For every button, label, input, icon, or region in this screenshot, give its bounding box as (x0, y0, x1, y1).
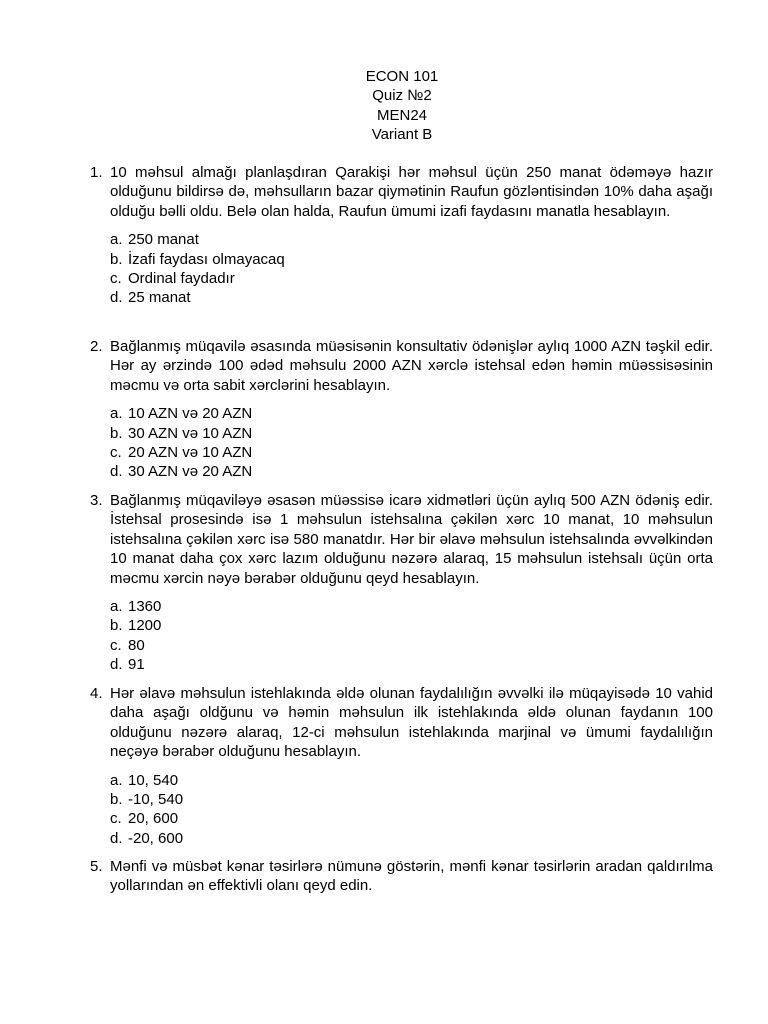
option-text: 91 (128, 656, 145, 674)
question-number: 1. (90, 164, 103, 181)
question-text: Mənfi və müsbət kənar təsirlərə nümunə göstərin, mənfi kənar təsirlərin aradan qaldırılma yollarından ən effektivli olanı qeyd edin. (110, 858, 713, 895)
question-2 (90, 337, 713, 482)
answer-options (110, 230, 713, 308)
option-text: -20, 600 (128, 829, 184, 847)
option-b (110, 250, 713, 269)
option-text: İzafi faydası olmayacaq (128, 250, 285, 268)
option-a (110, 404, 713, 423)
option-letter: d. (110, 656, 123, 674)
quiz-number: Quiz №2 (372, 87, 432, 105)
answer-options (110, 771, 713, 849)
question-number: 3. (90, 492, 103, 509)
option-c (110, 269, 713, 288)
question-text: 10 məhsul almağı planlaşdıran Qarakişi hər məhsul üçün 250 manat ödəməyə hazır olduğunu bildirsə də, məhsulların bazar qiymətinin Raufun gözləntisindən 10% daha aşağı olduğu bəlli oldu. Belə olan halda, Raufun ümumi izafi faydasını manatla hesablayın. (110, 164, 713, 220)
question-5 (90, 857, 713, 896)
option-letter: b. (110, 791, 123, 809)
option-letter: c. (110, 444, 122, 462)
question-text: Bağlanmış müqaviləyə əsasən müəssisə icarə xidmətləri üçün aylıq 500 AZN ödəniş edir. İstehsal prosesində isə 1 məhsulun istehsalına çəkilən xərc 10 manat, 10 məhsulun istehsalına çəkilən xərc isə 580 manatdır. Hər bir əlavə məhsulun istehsalında əvvəlkindən 10 manat daha çox xərc lazım olduğunu nəzərə alaraq, 15 məhsulun istehsalı üçün orta məcmu xərcin nəyə bərabər olduğunu qeyd hesablayın. (110, 492, 713, 587)
question-number: 4. (90, 685, 103, 702)
option-text: 20 AZN və 10 AZN (128, 444, 253, 462)
option-text: 10 AZN və 20 AZN (128, 405, 253, 423)
option-letter: c. (110, 810, 122, 828)
option-c (110, 636, 713, 655)
option-text: 10, 540 (128, 771, 179, 789)
option-text: 80 (128, 636, 145, 654)
option-letter: a. (110, 598, 123, 616)
option-letter: a. (110, 405, 123, 423)
option-c (110, 443, 713, 462)
answer-options (110, 597, 713, 675)
answer-options (110, 404, 713, 482)
question-4 (90, 684, 713, 848)
question-text: Bağlanmış müqavilə əsasında müəsisənin konsultativ ödənişlər aylıq 1000 AZN təşkil edir. Hər ay ərzində 100 ədəd məhsulu 2000 AZN xərclə istehsal edən həmin müəssisəsinin məcmu və orta sabit xərclərini hesablayın. (110, 338, 713, 394)
option-d (110, 829, 713, 848)
option-letter: d. (110, 289, 123, 307)
option-d (110, 462, 713, 481)
option-text: 250 manat (128, 231, 199, 249)
group-code: MEN24 (376, 106, 428, 124)
option-d (110, 288, 713, 307)
variant-label: Variant B (371, 126, 433, 144)
question-number: 2. (90, 338, 103, 355)
option-letter: b. (110, 424, 123, 442)
option-text: 25 manat (128, 289, 191, 307)
option-a (110, 597, 713, 616)
option-text: 30 AZN və 20 AZN (128, 463, 253, 481)
option-a (110, 771, 713, 790)
option-c (110, 809, 713, 828)
option-letter: c. (110, 270, 122, 288)
question-text: Hər əlavə məhsulun istehlakında əldə olunan faydalılığın əvvəlki ilə müqayisədə 10 vahid daha aşağı oldğunu və həmin məhsulun ilk istehlakında əldə olunan faydanın 100 olduğunu nəzərə alaraq, 12-ci məhsulun istehlakında marjinal və ümumi faydalılığın neçəyə bərabər olduğunu hesablayın. (110, 685, 713, 761)
option-letter: c. (110, 636, 122, 654)
question-3 (90, 491, 713, 675)
option-b (110, 790, 713, 809)
question-1 (90, 163, 713, 308)
option-letter: d. (110, 829, 123, 847)
option-d (110, 655, 713, 674)
option-text: 30 AZN və 10 AZN (128, 424, 253, 442)
option-letter: a. (110, 231, 123, 249)
option-text: -10, 540 (128, 791, 184, 809)
question-number: 5. (90, 858, 103, 875)
option-letter: b. (110, 617, 123, 635)
option-a (110, 230, 713, 249)
option-letter: a. (110, 771, 123, 789)
quiz-header (0, 67, 768, 145)
option-text: Ordinal faydadır (128, 270, 235, 288)
option-b (110, 616, 713, 635)
option-letter: b. (110, 250, 123, 268)
course-code: ECON 101 (365, 68, 439, 85)
option-text: 1200 (128, 617, 162, 635)
option-letter: d. (110, 463, 123, 481)
option-b (110, 424, 713, 443)
option-text: 20, 600 (128, 810, 179, 828)
option-text: 1360 (128, 598, 162, 616)
